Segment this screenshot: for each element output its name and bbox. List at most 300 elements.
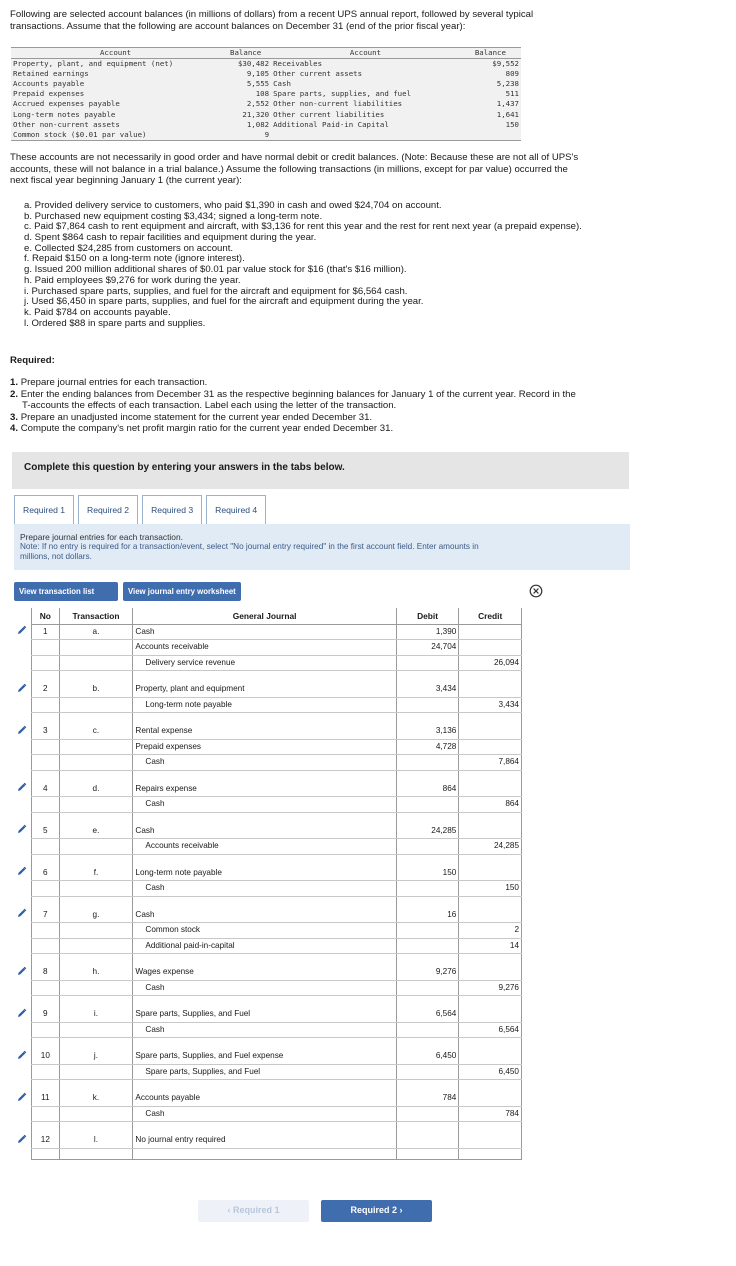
debit-cell[interactable] <box>396 996 459 1007</box>
entry-number <box>32 640 59 656</box>
entry-number <box>32 1022 59 1038</box>
debit-cell[interactable]: 3,434 <box>396 682 459 698</box>
account-cell[interactable] <box>133 854 396 865</box>
debit-cell[interactable] <box>396 1038 459 1049</box>
journal-line-row <box>12 980 522 996</box>
edit-cell <box>12 954 32 965</box>
balance-cell: 9 <box>264 129 270 139</box>
entry-transaction <box>59 996 133 1007</box>
edit-cell <box>12 823 32 839</box>
required-item-continued: T-accounts the effects of each transaction. Label each using the letter of the transaction. <box>22 400 397 411</box>
debit-cell[interactable] <box>396 923 459 939</box>
credit-cell[interactable]: 3,434 <box>459 697 522 713</box>
account-cell[interactable] <box>133 1038 396 1049</box>
debit-cell[interactable]: 784 <box>396 1091 459 1107</box>
entry-number <box>32 923 59 939</box>
credit-cell[interactable]: 9,276 <box>459 980 522 996</box>
account-cell[interactable] <box>133 1080 396 1091</box>
view-transaction-list-button[interactable]: View transaction list <box>14 582 118 601</box>
journal-line-row <box>12 1049 522 1065</box>
journal-line-row <box>12 1133 522 1149</box>
credit-cell[interactable] <box>459 996 522 1007</box>
journal-line-row <box>12 797 522 813</box>
credit-cell[interactable] <box>459 907 522 923</box>
balance-cell: 1,641 <box>496 109 519 119</box>
credit-cell[interactable] <box>459 640 522 656</box>
credit-cell[interactable]: 24,285 <box>459 839 522 855</box>
debit-cell[interactable] <box>396 655 459 671</box>
edit-cell <box>12 1022 32 1038</box>
account-cell[interactable]: Common stock <box>133 923 396 939</box>
credit-cell[interactable]: 14 <box>459 938 522 954</box>
entry-transaction <box>59 755 133 771</box>
entry-number: 3 <box>32 724 59 740</box>
pencil-icon[interactable] <box>17 725 27 735</box>
col-header-account: Account <box>271 48 460 59</box>
debit-cell[interactable] <box>396 713 459 724</box>
journal-line-row <box>12 1064 522 1080</box>
journal-line-row <box>12 839 522 855</box>
col-header-balance: Balance <box>460 48 521 59</box>
edit-cell <box>12 724 32 740</box>
debit-cell[interactable] <box>396 697 459 713</box>
credit-cell[interactable] <box>459 671 522 682</box>
debit-cell[interactable] <box>396 881 459 897</box>
debit-cell[interactable] <box>396 896 459 907</box>
account-cell[interactable]: Additional paid-in-capital <box>133 938 396 954</box>
required-text: Prepare an unadjusted income statement for the current year ended December 31. <box>20 411 373 423</box>
account-cell[interactable] <box>133 1148 396 1159</box>
balance-cell: 809 <box>505 69 519 79</box>
entry-transaction: i. <box>59 1007 133 1023</box>
transaction-item: l. Ordered $88 in spare parts and supplies. <box>24 317 206 329</box>
edit-cell <box>12 624 32 640</box>
entry-transaction <box>59 854 133 865</box>
pencil-icon[interactable] <box>17 1092 27 1102</box>
balance-cell: 9,105 <box>246 69 270 79</box>
account-cell[interactable] <box>133 954 396 965</box>
debit-cell[interactable]: 9,276 <box>396 965 459 981</box>
edit-cell <box>12 1038 32 1049</box>
tab-required-4[interactable]: Required 4 <box>206 495 266 524</box>
credit-cell[interactable]: 6,564 <box>459 1022 522 1038</box>
debit-cell[interactable] <box>396 1064 459 1080</box>
debit-cell[interactable] <box>396 797 459 813</box>
pencil-icon[interactable] <box>17 1134 27 1144</box>
balance-cell: Additional Paid-in Capital <box>273 119 389 129</box>
account-cell[interactable] <box>133 671 396 682</box>
account-cell[interactable] <box>133 812 396 823</box>
credit-cell[interactable]: 864 <box>459 797 522 813</box>
account-cell[interactable] <box>133 770 396 781</box>
debit-cell[interactable] <box>396 1080 459 1091</box>
credit-cell[interactable] <box>459 1148 522 1159</box>
view-journal-worksheet-button[interactable]: View journal entry worksheet <box>123 582 241 601</box>
balance-cell: Cash <box>273 79 291 89</box>
entry-transaction: e. <box>59 823 133 839</box>
note-line: next fiscal year beginning January 1 (the current year): <box>10 175 242 186</box>
entry-number <box>32 1064 59 1080</box>
entry-number: 4 <box>32 781 59 797</box>
balance-cell <box>271 130 460 141</box>
entry-number <box>32 713 59 724</box>
journal-line-row <box>12 881 522 897</box>
balance-cell: 2,552 <box>246 99 270 109</box>
pencil-icon[interactable] <box>17 1050 27 1060</box>
debit-cell[interactable]: 1,390 <box>396 624 459 640</box>
intro-line: transactions. Assume that the following are account balances on December 31 (end of the prior fiscal year): <box>10 20 466 32</box>
balance-row <box>11 59 521 70</box>
credit-cell[interactable] <box>459 1091 522 1107</box>
debit-cell[interactable] <box>396 938 459 954</box>
debit-cell[interactable] <box>396 980 459 996</box>
edit-cell <box>12 854 32 865</box>
entry-number: 12 <box>32 1133 59 1149</box>
balance-cell: $30,482 <box>237 59 270 69</box>
edit-cell <box>12 682 32 698</box>
entry-number <box>32 881 59 897</box>
edit-cell <box>12 896 32 907</box>
account-cell[interactable]: Cash <box>133 823 396 839</box>
debit-cell[interactable]: 6,450 <box>396 1049 459 1065</box>
entry-transaction <box>59 640 133 656</box>
edit-cell <box>12 655 32 671</box>
transaction-item: k. Paid $784 on accounts payable. <box>24 306 171 318</box>
entry-number <box>32 854 59 865</box>
debit-cell[interactable]: 4,728 <box>396 739 459 755</box>
debit-cell[interactable] <box>396 671 459 682</box>
credit-cell[interactable] <box>459 896 522 907</box>
account-cell[interactable]: Cash <box>133 624 396 640</box>
entry-number <box>32 1038 59 1049</box>
credit-cell[interactable]: 2 <box>459 923 522 939</box>
balance-cell: Retained earnings <box>13 69 89 79</box>
entry-number: 11 <box>32 1091 59 1107</box>
entry-transaction <box>59 1148 133 1159</box>
entry-transaction: h. <box>59 965 133 981</box>
journal-line-row <box>12 682 522 698</box>
entry-number <box>32 739 59 755</box>
pencil-icon[interactable] <box>17 908 27 918</box>
balance-cell: Other non-current liabilities <box>273 99 403 109</box>
transaction-item: b. Purchased new equipment costing $3,434; signed a long-term note. <box>24 210 323 222</box>
journal-line-row <box>12 965 522 981</box>
debit-cell[interactable]: 16 <box>396 907 459 923</box>
journal-spacer-row <box>12 1080 522 1091</box>
debit-cell[interactable] <box>396 1022 459 1038</box>
account-cell[interactable]: Spare parts, Supplies, and Fuel expense <box>133 1049 396 1065</box>
edit-cell <box>12 671 32 682</box>
credit-cell[interactable] <box>459 1038 522 1049</box>
required-item <box>10 423 640 435</box>
chevron-right-icon: › <box>397 1205 403 1215</box>
account-cell[interactable]: Cash <box>133 881 396 897</box>
prev-required-button[interactable] <box>198 1200 309 1222</box>
edit-cell <box>12 996 32 1007</box>
balance-cell: 1,082 <box>246 119 270 129</box>
edit-cell <box>12 1080 32 1091</box>
credit-cell[interactable] <box>459 812 522 823</box>
balance-cell: Receivables <box>273 59 323 69</box>
entry-transaction <box>59 839 133 855</box>
balance-cell: Long-term notes payable <box>13 109 116 119</box>
instruction-line: Prepare journal entries for each transaction. <box>20 532 183 542</box>
entry-number <box>32 697 59 713</box>
required-item <box>10 412 640 424</box>
debit-cell[interactable]: 3,136 <box>396 724 459 740</box>
instruction-note: millions, not dollars. <box>20 551 92 561</box>
debit-cell[interactable] <box>396 770 459 781</box>
journal-spacer-row <box>12 812 522 823</box>
entry-number <box>32 954 59 965</box>
entry-transaction <box>59 713 133 724</box>
debit-cell[interactable] <box>396 1133 459 1149</box>
required-number: 2. <box>10 388 19 400</box>
edit-cell <box>12 1007 32 1023</box>
account-cell[interactable]: Accounts receivable <box>133 839 396 855</box>
entry-number <box>32 980 59 996</box>
edit-cell <box>12 865 32 881</box>
entry-number <box>32 812 59 823</box>
journal-line-row <box>12 739 522 755</box>
journal-spacer-row <box>12 671 522 682</box>
entry-transaction <box>59 896 133 907</box>
credit-cell[interactable] <box>459 965 522 981</box>
account-cell[interactable]: Cash <box>133 1106 396 1122</box>
edit-cell <box>12 1064 32 1080</box>
col-header-no: No <box>32 608 59 624</box>
debit-cell[interactable]: 24,285 <box>396 823 459 839</box>
journal-spacer-row <box>12 770 522 781</box>
account-cell[interactable]: Property, plant and equipment <box>133 682 396 698</box>
credit-cell[interactable] <box>459 865 522 881</box>
entry-transaction: c. <box>59 724 133 740</box>
pencil-icon[interactable] <box>17 966 27 976</box>
next-label: Required 2 <box>350 1205 397 1215</box>
pencil-icon[interactable] <box>17 1008 27 1018</box>
transaction-item: i. Purchased spare parts, supplies, and fuel for the aircraft and equipment for $6,564 cash. <box>24 285 408 297</box>
debit-cell[interactable] <box>396 1106 459 1122</box>
entry-transaction <box>59 770 133 781</box>
balance-cell: Accounts payable <box>13 79 85 89</box>
tab-required-3[interactable]: Required 3 <box>142 495 202 524</box>
instructions-panel <box>14 524 630 570</box>
journal-spacer-row <box>12 1038 522 1049</box>
pencil-icon[interactable] <box>17 625 27 635</box>
journal-line-row <box>12 823 522 839</box>
account-cell[interactable]: Long-term note payable <box>133 697 396 713</box>
balance-cell <box>460 130 521 141</box>
credit-cell[interactable] <box>459 724 522 740</box>
account-cell[interactable]: Cash <box>133 755 396 771</box>
journal-spacer-row <box>12 854 522 865</box>
credit-cell[interactable] <box>459 1122 522 1133</box>
account-cell[interactable]: Wages expense <box>133 965 396 981</box>
entry-number: 5 <box>32 823 59 839</box>
credit-cell[interactable] <box>459 1049 522 1065</box>
account-cell[interactable]: Cash <box>133 980 396 996</box>
account-cell[interactable] <box>133 713 396 724</box>
edit-cell <box>12 1122 32 1133</box>
journal-spacer-row <box>12 1122 522 1133</box>
entry-transaction: d. <box>59 781 133 797</box>
edit-cell <box>12 923 32 939</box>
edit-col-header <box>12 608 32 624</box>
entry-transaction <box>59 1122 133 1133</box>
debit-cell[interactable] <box>396 854 459 865</box>
credit-cell[interactable] <box>459 854 522 865</box>
account-cell[interactable]: Delivery service revenue <box>133 655 396 671</box>
account-cell[interactable]: Cash <box>133 1022 396 1038</box>
transaction-item: j. Used $6,450 in spare parts, supplies, and fuel for the aircraft and equipment during the year. <box>24 296 424 308</box>
balance-cell: Property, plant, and equipment (net) <box>13 59 174 69</box>
credit-cell[interactable]: 26,094 <box>459 655 522 671</box>
pencil-icon[interactable] <box>17 866 27 876</box>
pencil-icon[interactable] <box>17 782 27 792</box>
credit-cell[interactable] <box>459 739 522 755</box>
journal-spacer-row <box>12 996 522 1007</box>
required-text: Enter the ending balances from December 31 as the respective beginning balances for January 1 of the current year. Record in the <box>20 388 576 400</box>
tab-required-1[interactable]: Required 1 <box>14 495 74 524</box>
credit-cell[interactable] <box>459 1080 522 1091</box>
credit-cell[interactable] <box>459 954 522 965</box>
entry-number <box>32 1122 59 1133</box>
general-journal-table <box>12 608 522 1160</box>
entry-number <box>32 655 59 671</box>
debit-cell[interactable] <box>396 954 459 965</box>
pencil-icon[interactable] <box>17 683 27 693</box>
entry-transaction <box>59 797 133 813</box>
account-cell[interactable]: Accounts payable <box>133 1091 396 1107</box>
account-cell[interactable]: Cash <box>133 907 396 923</box>
account-cell[interactable]: Rental expense <box>133 724 396 740</box>
entry-transaction <box>59 1106 133 1122</box>
edit-cell <box>12 713 32 724</box>
account-cell[interactable] <box>133 896 396 907</box>
credit-cell[interactable]: 150 <box>459 881 522 897</box>
credit-cell[interactable] <box>459 1133 522 1149</box>
account-cell[interactable]: Repairs expense <box>133 781 396 797</box>
account-cell[interactable] <box>133 1122 396 1133</box>
journal-line-row <box>12 865 522 881</box>
edit-cell <box>12 1049 32 1065</box>
close-circle-icon[interactable] <box>529 584 543 598</box>
edit-cell <box>12 881 32 897</box>
debit-cell[interactable] <box>396 755 459 771</box>
account-cell[interactable]: Accounts receivable <box>133 640 396 656</box>
edit-cell <box>12 839 32 855</box>
debit-cell[interactable] <box>396 1148 459 1159</box>
balance-row <box>11 130 521 141</box>
debit-cell[interactable]: 864 <box>396 781 459 797</box>
journal-line-row <box>12 781 522 797</box>
balance-cell: Other current liabilities <box>273 109 385 119</box>
entry-transaction: b. <box>59 682 133 698</box>
balance-cell: 21,320 <box>242 109 270 119</box>
intro-text <box>10 9 630 32</box>
credit-cell[interactable] <box>459 781 522 797</box>
credit-cell[interactable] <box>459 1007 522 1023</box>
debit-cell[interactable]: 6,564 <box>396 1007 459 1023</box>
entry-number <box>32 938 59 954</box>
tab-bar <box>14 495 270 524</box>
pencil-icon[interactable] <box>17 824 27 834</box>
debit-cell[interactable] <box>396 1122 459 1133</box>
credit-cell[interactable] <box>459 624 522 640</box>
note-line: accounts, these will not balance in a trial balance.) Assume the following transactions (in millions, except for par value) occurred the <box>10 163 568 175</box>
credit-cell[interactable] <box>459 713 522 724</box>
account-cell[interactable]: Prepaid expenses <box>133 739 396 755</box>
journal-line-row <box>12 938 522 954</box>
debit-cell[interactable] <box>396 839 459 855</box>
edit-cell <box>12 770 32 781</box>
edit-cell <box>12 755 32 771</box>
entry-number <box>32 671 59 682</box>
account-cell[interactable]: No journal entry required <box>133 1133 396 1149</box>
debit-cell[interactable] <box>396 812 459 823</box>
edit-cell <box>12 1091 32 1107</box>
journal-spacer-row <box>12 1148 522 1159</box>
col-header-debit: Debit <box>396 608 459 624</box>
credit-cell[interactable] <box>459 770 522 781</box>
required-list <box>10 377 640 435</box>
intro-line: Following are selected account balances (in millions of dollars) from a recent UPS annual report, followed by several typical <box>10 9 534 20</box>
next-required-button[interactable] <box>321 1200 432 1222</box>
credit-cell[interactable] <box>459 682 522 698</box>
credit-cell[interactable]: 6,450 <box>459 1064 522 1080</box>
account-cell[interactable]: Spare parts, Supplies, and Fuel <box>133 1007 396 1023</box>
entry-transaction <box>59 1022 133 1038</box>
entry-number: 2 <box>32 682 59 698</box>
entry-number <box>32 797 59 813</box>
balance-cell: Accrued expenses payable <box>13 99 120 109</box>
debit-cell[interactable]: 24,704 <box>396 640 459 656</box>
entry-number <box>32 1148 59 1159</box>
journal-line-row <box>12 640 522 656</box>
credit-cell[interactable]: 7,864 <box>459 755 522 771</box>
journal-line-row <box>12 1007 522 1023</box>
entry-number <box>32 770 59 781</box>
col-header-general-journal: General Journal <box>133 608 396 624</box>
edit-cell <box>12 980 32 996</box>
required-item <box>10 377 640 389</box>
tab-required-2[interactable]: Required 2 <box>78 495 138 524</box>
edit-cell <box>12 965 32 981</box>
journal-line-row <box>12 624 522 640</box>
transaction-item: a. Provided delivery service to customers, who paid $1,390 in cash and owed $24,704 on account. <box>24 200 442 211</box>
chevron-left-icon: ‹ <box>227 1205 233 1215</box>
entry-transaction <box>59 938 133 954</box>
entry-number <box>32 839 59 855</box>
account-cell[interactable]: Spare parts, Supplies, and Fuel <box>133 1064 396 1080</box>
entry-number: 8 <box>32 965 59 981</box>
entry-number: 6 <box>32 865 59 881</box>
credit-cell[interactable] <box>459 823 522 839</box>
credit-cell[interactable]: 784 <box>459 1106 522 1122</box>
balance-row <box>11 120 521 130</box>
account-cell[interactable]: Cash <box>133 797 396 813</box>
entry-transaction <box>59 881 133 897</box>
debit-cell[interactable]: 150 <box>396 865 459 881</box>
entry-number: 9 <box>32 1007 59 1023</box>
required-item <box>10 389 640 401</box>
journal-line-row <box>12 655 522 671</box>
entry-number: 7 <box>32 907 59 923</box>
edit-cell <box>12 697 32 713</box>
account-cell[interactable] <box>133 996 396 1007</box>
account-cell[interactable]: Long-term note payable <box>133 865 396 881</box>
required-text: Prepare journal entries for each transaction. <box>20 377 208 388</box>
